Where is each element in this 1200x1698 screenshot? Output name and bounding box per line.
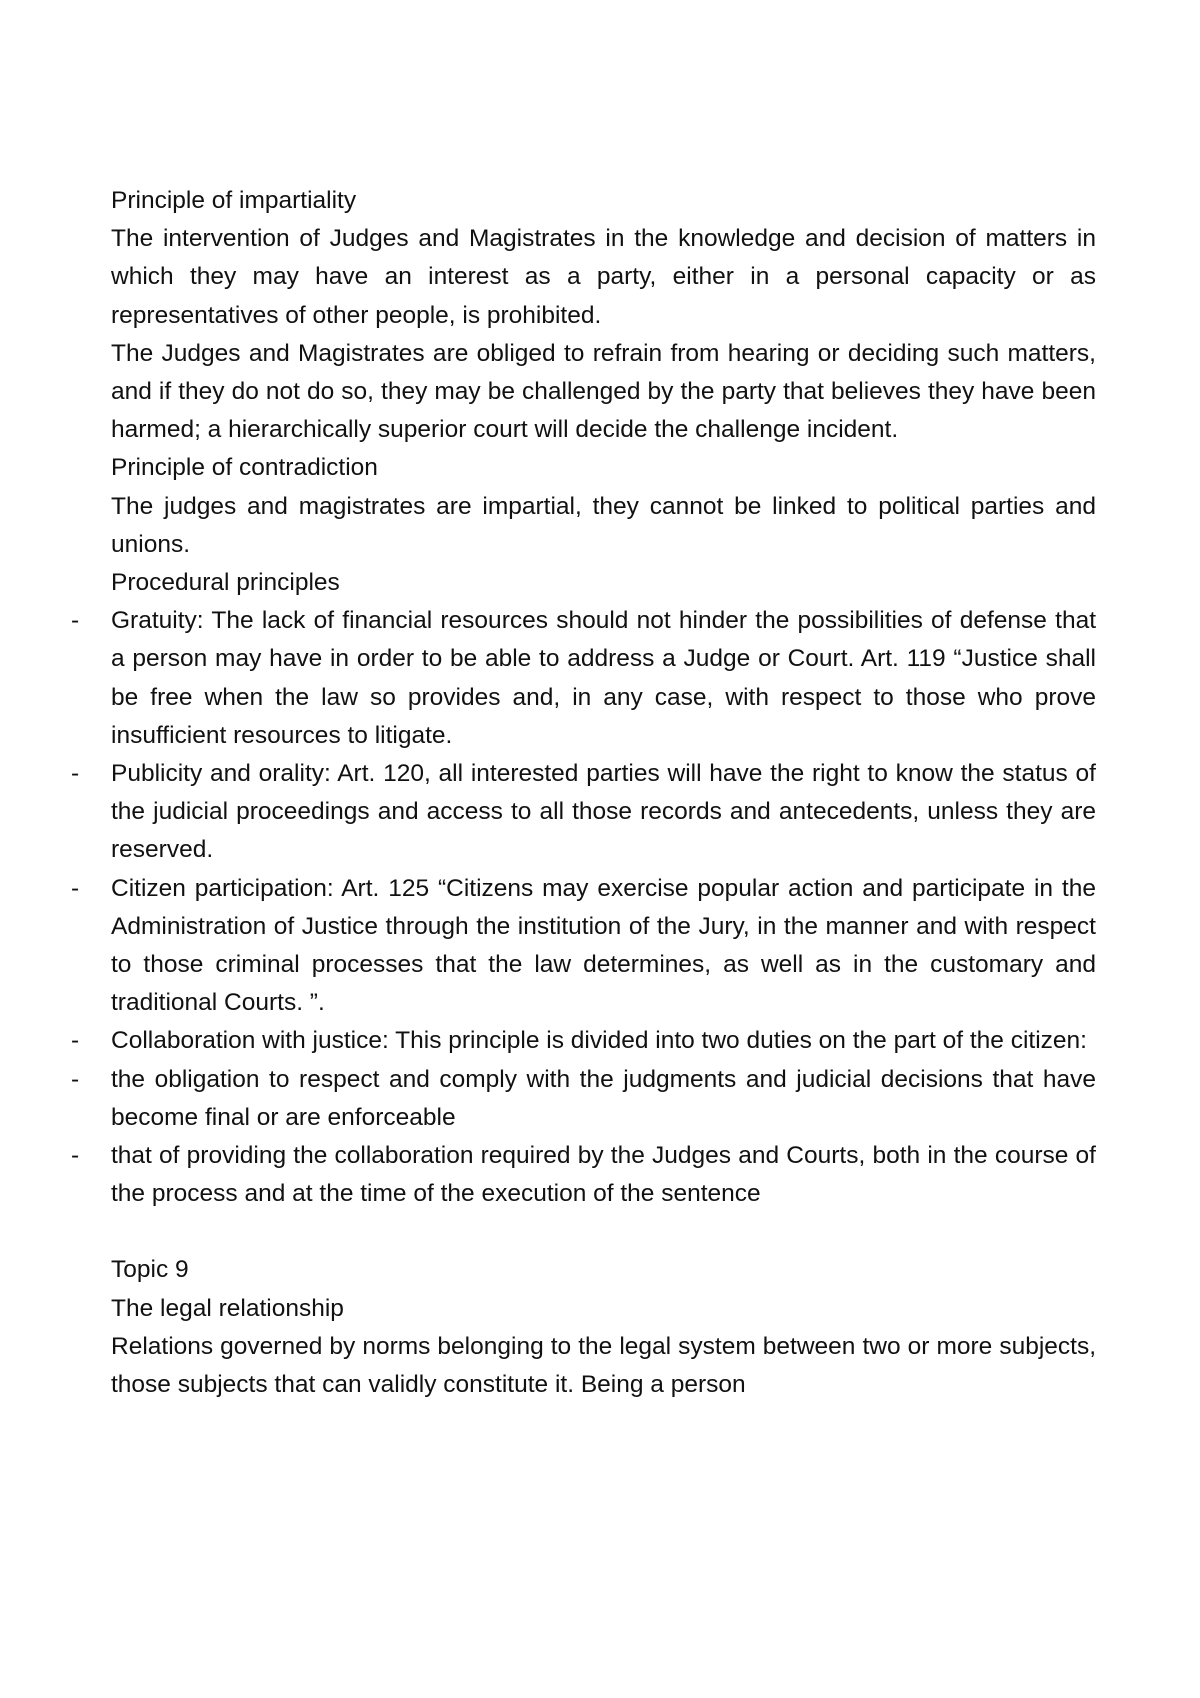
section-heading-contradiction: Principle of contradiction — [111, 454, 378, 482]
bullet-dash: - — [71, 607, 80, 635]
list-item — [71, 870, 1096, 1023]
paragraph-impartiality-1: The intervention of Judges and Magistrates in the knowledge and decision of matters in which they may have an interest as a party, either in a personal capacity or as representatives of other people, is prohibited. — [111, 225, 1096, 329]
section-heading-legal-relationship: The legal relationship — [111, 1294, 344, 1322]
list-item-text: that of providing the collaboration required by the Judges and Courts, both in the course of the process and at the time of the execution of the sentence — [111, 1142, 1096, 1208]
list-item-text: Gratuity: The lack of financial resources should not hinder the possibilities of defense that a person may have in order to be able to address a Judge or Court. Art. 119 “Justice shall be free when the law so provides and, in any case, with respect to those who prove insufficient resources to litigate. — [111, 607, 1096, 749]
list-item-text: Collaboration with justice: This principle is divided into two duties on the part of the citizen: — [111, 1027, 1087, 1055]
paragraph-legal-relationship-1: Relations governed by norms belonging to the legal system between two or more subjects, those subjects that can validly constitute it. Being a person — [111, 1332, 1096, 1399]
list-item — [71, 1022, 1096, 1060]
section-heading-impartiality: Principle of impartiality — [111, 187, 357, 214]
list-item-text: Publicity and orality: Art. 120, all interested parties will have the right to know the status of the judicial proceedings and access to all those records and antecedents, unless they are reserved. — [111, 760, 1096, 864]
bullet-dash: - — [71, 1065, 80, 1093]
document-body — [71, 182, 1096, 1404]
bullet-dash: - — [71, 1142, 80, 1170]
bullet-dash: - — [71, 760, 80, 788]
list-item-text: the obligation to respect and comply with the judgments and judicial decisions that have become final or are enforceable — [111, 1065, 1096, 1131]
paragraph-contradiction-1: The judges and magistrates are impartial, they cannot be linked to political parties and unions. — [111, 492, 1096, 558]
bullet-dash: - — [71, 874, 80, 902]
procedural-principles-list — [71, 602, 1096, 1213]
list-item — [71, 602, 1096, 755]
list-item-text: Citizen participation: Art. 125 “Citizens may exercise popular action and participate in the Administration of Justice through the institution of the Jury, in the manner and with respect to those criminal processes that the law determines, as well as in the customary and traditional Courts. ”. — [111, 874, 1096, 1017]
bullet-dash: - — [71, 1027, 80, 1055]
list-item — [71, 1061, 1096, 1137]
list-item — [71, 1137, 1096, 1213]
paragraph-impartiality-2: The Judges and Magistrates are obliged to refrain from hearing or deciding such matters, and if they do not do so, they may be challenged by the party that believes they have been harmed; a hierarchically superior court will decide the challenge incident. — [111, 339, 1096, 444]
list-item — [71, 755, 1096, 870]
topic-number: Topic 9 — [111, 1256, 189, 1284]
section-heading-procedural: Procedural principles — [111, 569, 340, 597]
blank-line — [111, 1213, 1096, 1251]
